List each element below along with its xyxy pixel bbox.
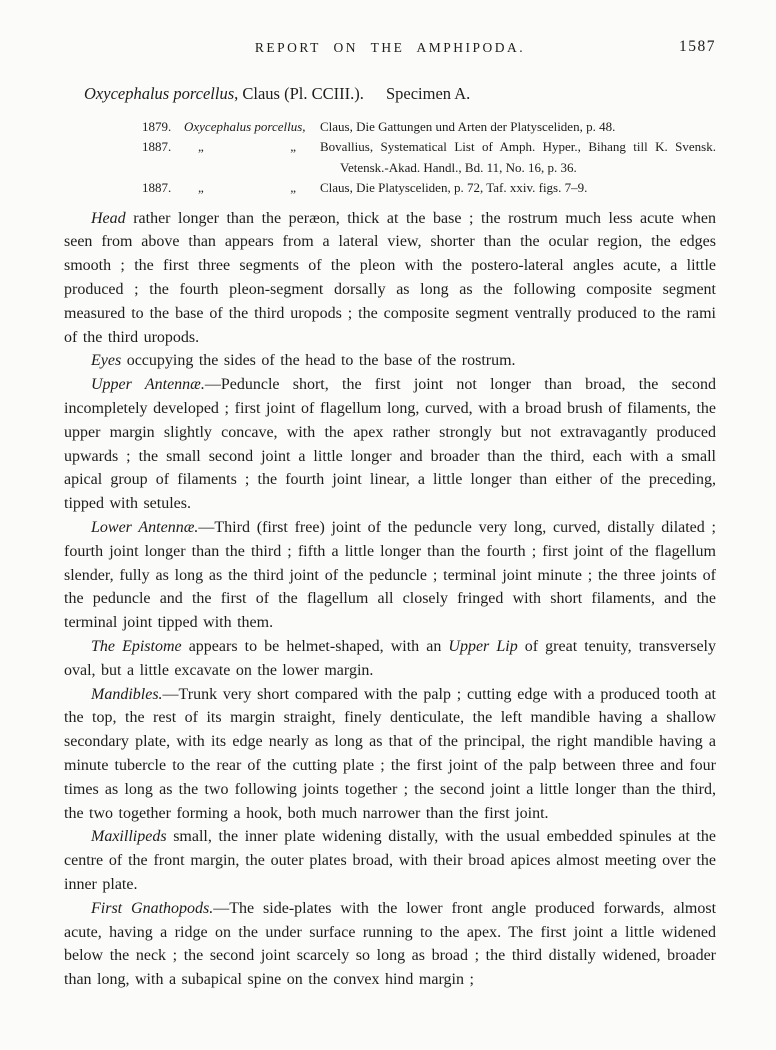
paragraph-mandibles: [64, 683, 716, 826]
paragraph-inline-term: Upper Lip: [448, 637, 518, 655]
citation-row: [64, 117, 716, 137]
paragraph-body: small, the inner plate widening distally, with the usual embedded spinules at the centre of the front margin, the outer plates broad, with their broad apices almost meeting over the inner plate.: [64, 828, 716, 893]
paragraph-lead: Mandibles.: [91, 685, 163, 703]
paragraph-body: —Third (first free) joint of the peduncle very long, curved, distally dilated ; fourth joint longer than the third ; fifth a little longer than the fourth ; first joint of the flagellum slender, fully as long as the third joint of the peduncle ; terminal joint minute ; the three joints of the peduncle and the first of the flagellum all closely fringed with short filaments, and the terminal joint tipped with them.: [64, 518, 717, 632]
paragraph-lead: Eyes: [91, 352, 122, 370]
citation-species: Oxycephalus porcellus,: [184, 119, 306, 134]
citation-year: 1879.: [142, 119, 172, 134]
citation-year: 1887.: [142, 180, 172, 196]
page-number: 1587: [679, 38, 716, 55]
citation-list: [64, 117, 716, 199]
paragraph-eyes: [64, 349, 716, 373]
ditto-mark: „: [290, 139, 296, 155]
paragraph-maxillipeds: [64, 825, 716, 896]
paragraph-body: occupying the sides of the head to the base of the rostrum.: [121, 352, 516, 370]
running-head-title: REPORT ON THE AMPHIPODA.: [254, 40, 526, 55]
running-head: [64, 40, 716, 60]
paragraph-body: of great tenuity, transversely oval, but a little excavate on the lower margin.: [64, 637, 717, 679]
ditto-mark: „: [198, 180, 204, 196]
species-authority: , Claus (Pl. CCIII.).: [234, 84, 364, 103]
paragraph-body: —Trunk very short compared with the palp ; cutting edge with a produced tooth at the top, the rest of its margin straight, finely denticulate, the left mandible having a shallow secondary plate, with its edge nearly as long as that of the principal, the right mandible having a minute tubercle to the rear of the cutting plate ; the first joint of the palp between three and four times as long as the two following joints together ; the second joint a little longer than the third, the two together forming a hook, both much narrower than the first joint.: [64, 685, 716, 822]
paragraph-lead: Maxillipeds: [91, 828, 167, 846]
citation-year: 1887.: [142, 139, 172, 155]
specimen-label: Specimen A.: [385, 84, 471, 103]
paragraph-lead: Lower Antennæ.: [91, 518, 199, 536]
paragraph-lead: Head: [91, 209, 126, 227]
paragraph-body: —The side-plates with the lower front angle produced forwards, almost acute, having a ridge on the under surface running to the apex. The first joint a little widened below the neck ; the second joint scarcely so long as broad ; the third distally widened, broader than long, with a subapical spine on the convex hind margin ;: [64, 899, 717, 989]
citation-row: [64, 137, 716, 178]
citation-text: Claus, Die Gattungen und Arten der Platysceliden, p. 48.: [320, 119, 616, 134]
paragraph-lower-antennae: [64, 516, 716, 635]
citation-ditto-marks: [184, 137, 320, 178]
paragraph-head: [64, 207, 716, 350]
citation-text: Claus, Die Platysceliden, p. 72, Taf. xxiv. figs. 7–9.: [320, 180, 588, 196]
ditto-mark: „: [198, 139, 204, 155]
ditto-mark: „: [290, 180, 296, 196]
body-text: [64, 207, 716, 992]
citation-ditto-marks: [184, 178, 320, 198]
paragraph-body: rather longer than the peræon, thick at the base ; the rostrum much less acute when seen from above than appears from a lateral view, shorter than the ocular region, the edges smooth ; the first three segments of the pleon with the postero-lateral angles acute, a little produced ; the fourth pleon-segment dorsally as long as the following composite segment measured to the base of the third uropods ; the composite segment ventrally produced to the rami of the third uropods.: [64, 209, 716, 346]
paragraph-lead: Upper Antennæ.: [91, 376, 205, 394]
citation-text: Bovallius, Systematical List of Amph. Hyper., Bihang till K. Svensk. Vetensk.-Akad. Handl., Bd. 11, No. 16, p. 36.: [320, 139, 716, 175]
citation-row: [64, 178, 716, 198]
paragraph-lead: First Gnathopods.: [91, 899, 214, 917]
paragraph-first-gnathopods: [64, 897, 716, 992]
species-heading: [64, 84, 716, 104]
paragraph-lead: The Epistome: [91, 637, 182, 655]
paragraph-epistome: [64, 635, 716, 683]
species-name: Oxycephalus porcellus: [84, 84, 235, 103]
paragraph-body: —Peduncle short, the first joint not longer than broad, the second incompletely developed ; first joint of flagellum long, curved, with a broad brush of filaments, the upper margin slightly concave, with the apex rather strongly but not extravagantly produced upwards ; the small second joint a little longer and broader than the third, each with a small apical group of filaments ; the fourth joint linear, a little longer than either of the preceding, tipped with setules.: [64, 376, 716, 513]
paragraph-body: appears to be helmet-shaped, with an: [181, 637, 449, 655]
paragraph-upper-antennae: [64, 373, 716, 516]
